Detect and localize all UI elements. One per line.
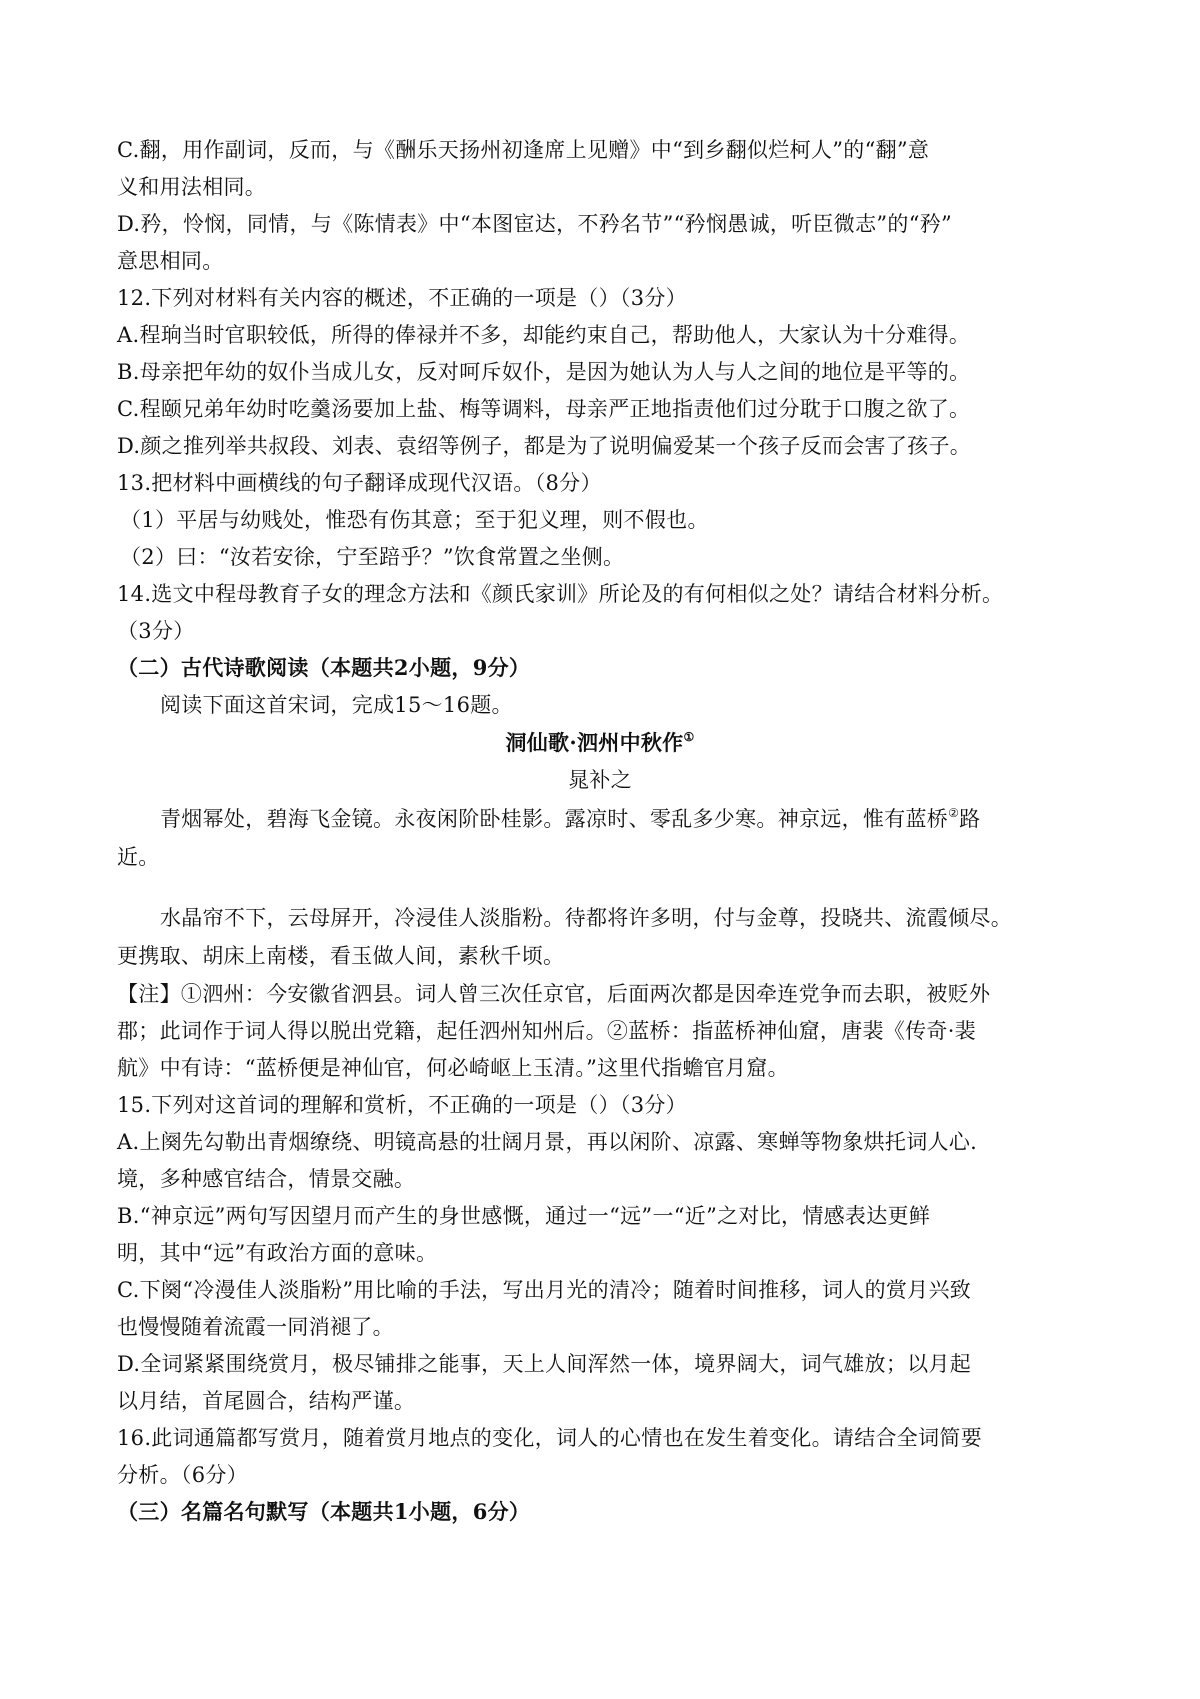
- q13-sentence-2: （2）曰：“汝若安徐，宁至踣乎？”饮食常置之坐侧。: [120, 545, 625, 569]
- poem-title-text: 洞仙歌·泗州中秋作: [505, 730, 684, 755]
- section2-instruction: 阅读下面这首宋词，完成15～16题。: [160, 693, 513, 717]
- q15-option-c-line2: 也慢慢随着流霞一同消褪了。: [117, 1315, 394, 1339]
- section2-heading: （二）古代诗歌阅读（本题共2小题，9分）: [117, 655, 531, 680]
- q11-option-c-line1: C.翻，用作副词，反而，与《酬乐天扬州初逢席上见赠》中“到乡翻似烂柯人”的“翻”意: [117, 138, 930, 162]
- q11-option-c-line2: 义和用法相同。: [117, 175, 267, 199]
- q13-sentence-1: （1）平居与幼贱处，惟恐有伤其意；至于犯义理，则不假也。: [120, 508, 709, 532]
- q12-option-c: C.程颐兄弟年幼时吃羹汤要加上盐、梅等调料，母亲严正地指责他们过分耽于口腹之欲了。: [117, 397, 971, 421]
- q11-option-d-line2: 意思相同。: [117, 249, 224, 273]
- q15-option-b-line2: 明，其中“远”有政治方面的意味。: [117, 1241, 438, 1265]
- poem-note-line1: 【注】①泗州：今安徽省泗县。词人曾三次任京官，后面两次都是因牵连党争而去职，被贬外: [117, 982, 991, 1006]
- q12-option-d: D.颜之推列举共叔段、刘表、袁绍等例子，都是为了说明偏爱某一个孩子反而会害了孩子。: [117, 434, 972, 458]
- q15-stem: 15.下列对这首词的理解和赏析，不正确的一项是（）（3分）: [117, 1093, 687, 1117]
- poem-stanza1-text-a: 青烟幂处，碧海飞金镜。永夜闲阶卧桂影。露凉时、零乱多少寒。神京远，惟有蓝桥: [160, 807, 949, 831]
- q15-option-c-line1: C.下阕“冷漫佳人淡脂粉”用比喻的手法，写出月光的清冷；随着时间推移，词人的赏月兴致: [117, 1278, 972, 1302]
- q11-option-d-line1: D.矜，怜悯，同情，与《陈情表》中“本图宦达，不矜名节”“矜悯愚诚，听臣微志”的“矜”: [117, 212, 953, 236]
- q12-option-b: B.母亲把年幼的奴仆当成儿女，反对呵斥奴仆，是因为她认为人与人之间的地位是平等的。: [117, 360, 971, 384]
- q15-option-b-line1: B.“神京远”两句写因望月而产生的身世感慨，通过一“远”一“近”之对比，情感表达更鲜: [117, 1204, 931, 1228]
- poem-stanza1-line1: [160, 804, 980, 834]
- q14-stem-line1: 14.选文中程母教育子女的理念方法和《颜氏家训》所论及的有何相似之处？请结合材料分析。: [117, 582, 1004, 606]
- poem-stanza1-line2: 近。: [117, 845, 160, 869]
- q16-stem-line1: 16.此词通篇都写赏月，随着赏月地点的变化，词人的心情也在发生着变化。请结合全词简要: [117, 1426, 982, 1450]
- q14-stem-line2: （3分）: [117, 619, 195, 643]
- section3-heading: （三）名篇名句默写（本题共1小题，6分）: [117, 1499, 531, 1524]
- poem-stanza1-text-b: 路: [959, 807, 981, 831]
- q12-stem: 12.下列对材料有关内容的概述，不正确的一项是（）（3分）: [117, 286, 687, 310]
- poem-note-line2: 郡；此词作于词人得以脱出党籍，起任泗州知州后。②蓝桥：指蓝桥神仙窟，唐裴《传奇·裴: [117, 1019, 976, 1043]
- q13-stem: 13.把材料中画横线的句子翻译成现代汉语。（8分）: [117, 471, 602, 495]
- poem-stanza1-footnote-mark: ②: [948, 806, 960, 820]
- poem-note-line3: 航》中有诗：“蓝桥便是神仙官，何必崎岖上玉清。”这里代指蟾官月窟。: [117, 1056, 789, 1080]
- poem-stanza2-line1: 水晶帘不下，云母屏开，冷浸佳人淡脂粉。待都将许多明，付与金尊，投晓共、流霞倾尽。: [160, 906, 1012, 930]
- poem-stanza2-line2: 更携取、胡床上南楼，看玉做人间，素秋千顷。: [117, 944, 565, 968]
- poem-title-footnote-mark: ①: [683, 730, 695, 744]
- q15-option-a-line2: 境，多种感官结合，情景交融。: [117, 1167, 416, 1191]
- q16-stem-line2: 分析。（6分）: [117, 1463, 248, 1487]
- q15-option-d-line1: D.全词紧紧围绕赏月，极尽铺排之能事，天上人间浑然一体，境界阔大，词气雄放；以月起: [117, 1352, 972, 1376]
- poem-title: [0, 728, 1200, 758]
- q15-option-a-line1: A.上阕先勾勒出青烟缭绕、明镜高悬的壮阔月景，再以闲阶、凉露、寒蝉等物象烘托词人心.: [117, 1130, 978, 1154]
- q12-option-a: A.程珦当时官职较低，所得的俸禄并不多，却能约束自己，帮助他人，大家认为十分难得。: [117, 323, 971, 347]
- q15-option-d-line2: 以月结，首尾圆合，结构严谨。: [117, 1389, 416, 1413]
- poem-author: 晁补之: [568, 768, 632, 792]
